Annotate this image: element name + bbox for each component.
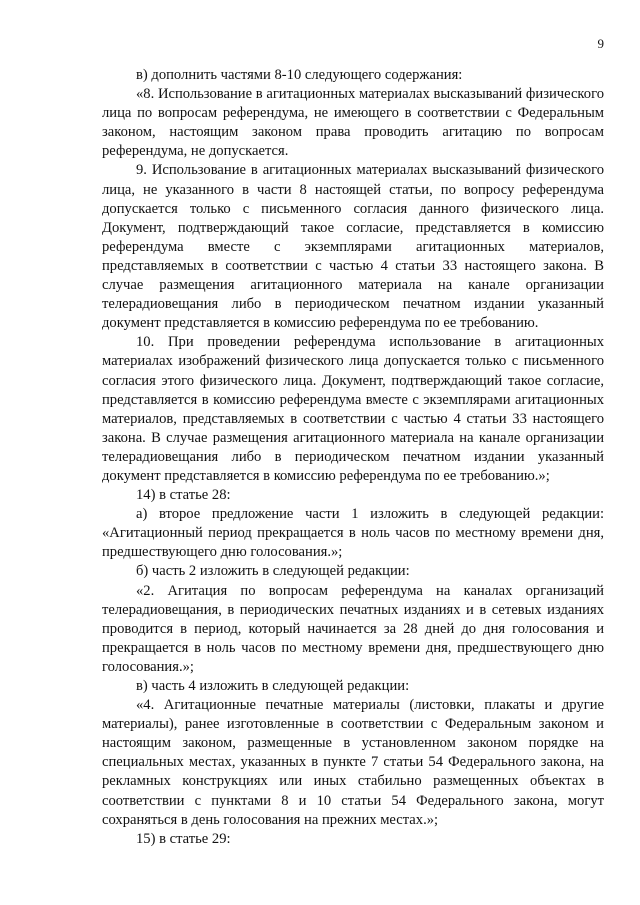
paragraph-item-14: 14) в статье 28: xyxy=(136,487,231,504)
document-body xyxy=(102,66,604,849)
page-number: 9 xyxy=(597,36,604,51)
paragraph-amendment-v: в) часть 4 изложить в следующей редакции: xyxy=(136,678,410,694)
paragraph-amendment-a: а) второе предложение части 1 изложить в следующей редакции: «Агитационный период прекращается в ноль часов по местному времени дня, предшествующего дню голосования.»; xyxy=(102,506,604,561)
paragraph-item-15: 15) в статье 29: xyxy=(136,830,231,847)
paragraph-part-9: 9. Использование в агитационных материалах высказываний физического лица, не указанного в части 8 настоящей статьи, по вопросу референдума допускается только с письменного согласия данного физического лица. Документ, подтверждающий такое согласие, представляется в комиссию референдума вместе с экземплярами агитационных материалов, представляемых в соответствии с частью 4 статьи 33 настоящего закона. В случае размещения агитационного материала на канале организации телерадиовещания либо в периодическом печатном издании указанный документ представляется в комиссию референдума по ее требованию. xyxy=(102,162,604,332)
paragraph-part-4: «4. Агитационные печатные материалы (листовки, плакаты и другие материалы), ранее изготовленные в соответствии с Федеральным законом и настоящим законом, размещенные в установленном законом порядке на специальных местах, указанных в пункте 7 статьи 54 Федерального закона, на рекламных конструкциях или иных стабильно размещенных объектах в соответствии с пунктами 8 и 10 статьи 54 Федерального закона, могут сохраняться в день голосования на прежних местах.»; xyxy=(102,697,604,828)
paragraph-amendment-c: в) дополнить частями 8-10 следующего содержания: xyxy=(136,67,463,83)
paragraph-part-10: 10. При проведении референдума использование в агитационных материалах изображений физического лица допускается только с письменного согласия этого физического лица. Документ, подтверждающий такое согласие, представляется в комиссию референдума вместе с экземплярами агитационных материалов, представляемых в соответствии с частью 4 статьи 33 настоящего закона. В случае размещения агитационного материала на канале организации телерадиовещания либо в периодическом печатном издании указанный документ представляется в комиссию референдума по ее требованию.»; xyxy=(102,334,604,484)
paragraph-part-2: «2. Агитация по вопросам референдума на каналах организаций телерадиовещания, в периодических печатных изданиях и в сетевых изданиях проводится в период, который начинается за 28 дней до дня голосования и прекращается в ноль часов по местному времени дня, предшествующего дню голосования.»; xyxy=(102,582,604,675)
paragraph-part-8: «8. Использование в агитационных материалах высказываний физического лица по вопросам референдума, не имеющего в соответствии с Федеральным законом, настоящим законом права проводить агитацию по вопросам референдума, не допускается. xyxy=(102,86,604,160)
paragraph-amendment-b: б) часть 2 изложить в следующей редакции: xyxy=(136,563,410,580)
